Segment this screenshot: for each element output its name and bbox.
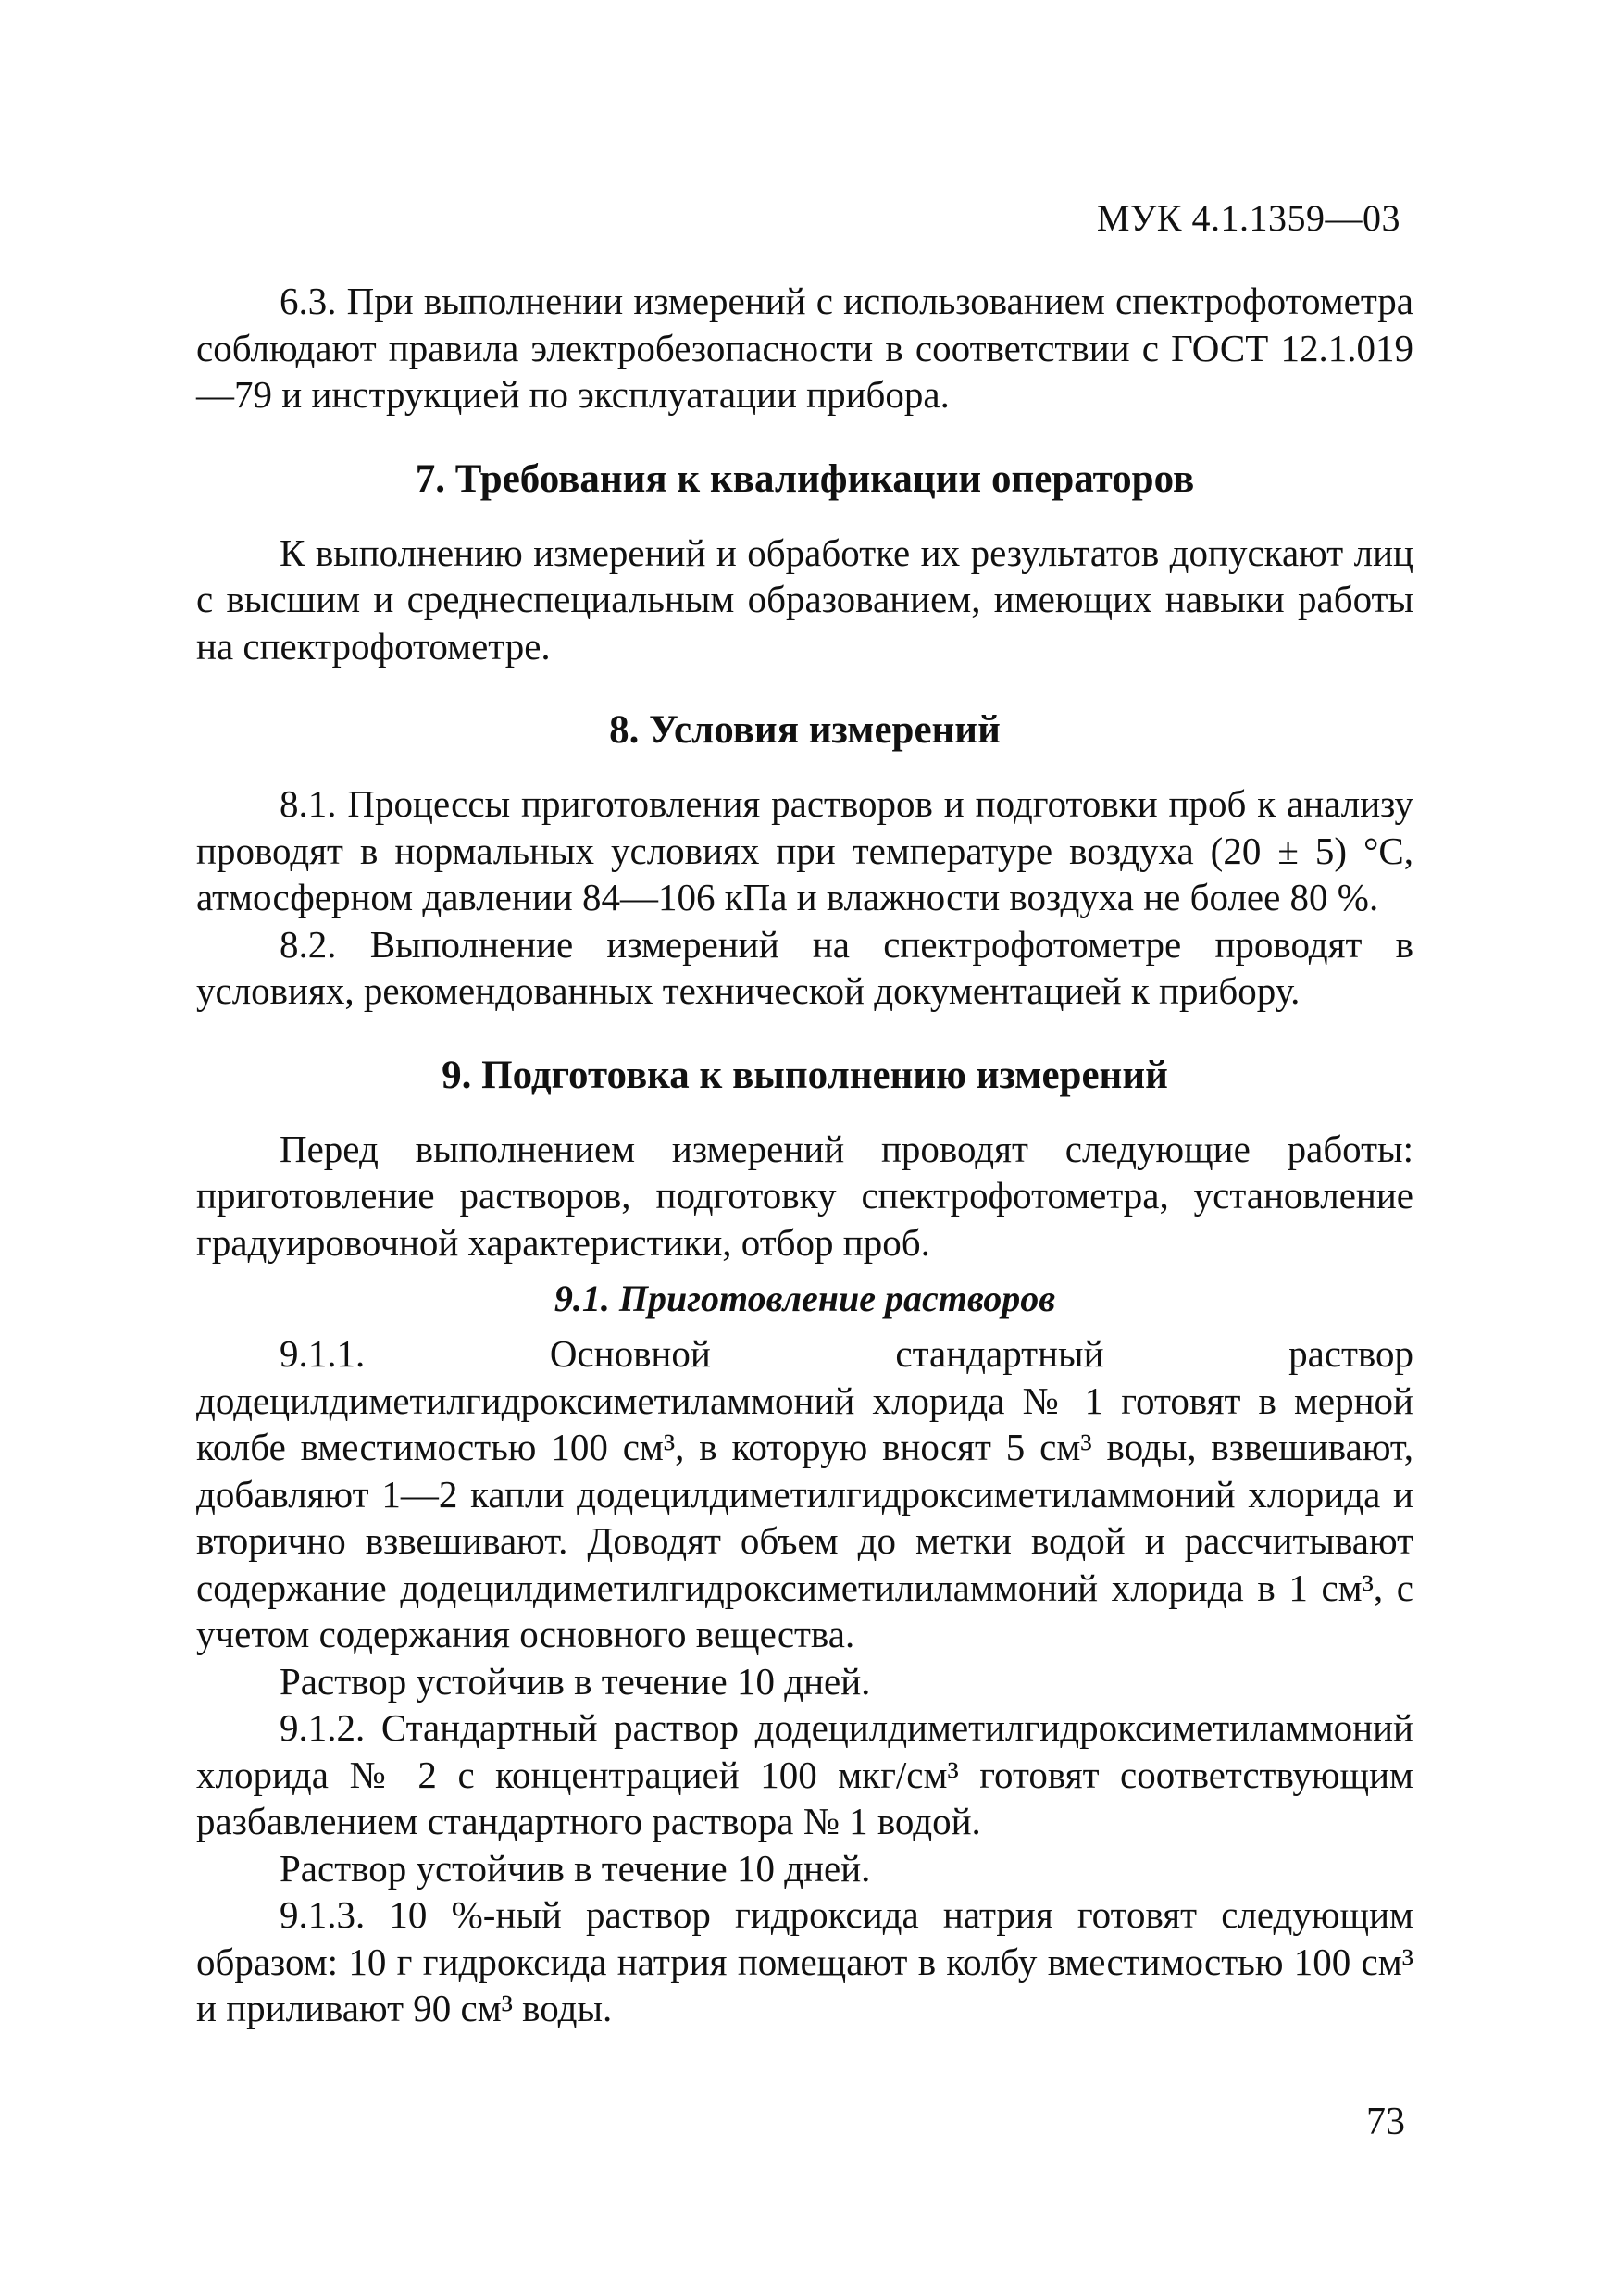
document-code: МУК 4.1.1359—03 — [1096, 197, 1400, 239]
subsection-9-1-heading: 9.1. Приготовление растворов — [554, 1278, 1056, 1319]
paragraph-9-1-3: 9.1.3. 10 %-ный раствор гидроксида натрия готовят следующим образом: 10 г гидроксида натрия помещают в колбу вместимостью 100 см³ и приливают 90 см³ воды. — [196, 1893, 1413, 2029]
section-9-heading: 9. Подготовка к выполнению измерений — [442, 1053, 1168, 1097]
paragraph-8-1: 8.1. Процессы приготовления растворов и подготовки проб к анализу проводят в нормальных условиях при температуре воздуха (20 ± 5) °С, атмосферном давлении 84—106 кПа и влажности воздуха не более 80 %. — [196, 782, 1413, 918]
paragraph-9-1-2: 9.1.2. Стандартный раствор додецилдиметилгидроксиметиламмоний хлорида № 2 с концентрацией 100 мкг/см³ готовят соответствующим разбавлением стандартного раствора № 1 водой. — [196, 1706, 1413, 1842]
paragraph-7: К выполнению измерений и обработке их результатов допускают лиц с высшим и среднеспециальным образованием, имеющих навыки работы на спектрофотометре. — [196, 530, 1413, 668]
paragraph-8-2: 8.2. Выполнение измерений на спектрофотометре проводят в условиях, рекомендованных технической документацией к прибору. — [196, 922, 1413, 1012]
paragraph-9-1-2-note: Раствор устойчив в течение 10 дней. — [280, 1846, 871, 1890]
paragraph-6-3: 6.3. При выполнении измерений с использованием спектрофотометра соблюдают правила электробезопасности в соответствии с ГОСТ 12.1.019—79 и инструкцией по эксплуатации прибора. — [196, 280, 1413, 416]
paragraph-9: Перед выполнением измерений проводят следующие работы: приготовление растворов, подготовку спектрофотометра, установление градуировочной характеристики, отбор проб. — [196, 1127, 1413, 1264]
paragraph-9-1-1: 9.1.1. Основной стандартный раствор додецилдиметилгидроксиметиламмоний хлорида № 1 готовят в мерной колбе вместимостью 100 см³, в которую вносят 5 см³ воды, взвешивают, добавляют 1—2 капли додецилдиметилгидроксиметиламмоний хлорида и вторично взвешивают. Доводят объем до метки водой и рассчитывают содержание додецилдиметилгидроксиметилиламмоний хлорида в 1 см³, с учетом содержания основного вещества. — [196, 1332, 1413, 1655]
page-body — [196, 278, 1413, 2032]
section-7-heading: 7. Требования к квалификации операторов — [415, 456, 1195, 501]
paragraph-9-1-1-note: Раствор устойчив в течение 10 дней. — [280, 1659, 871, 1703]
page-number: 73 — [1366, 2101, 1405, 2143]
section-8-heading: 8. Условия измерений — [609, 708, 1001, 752]
